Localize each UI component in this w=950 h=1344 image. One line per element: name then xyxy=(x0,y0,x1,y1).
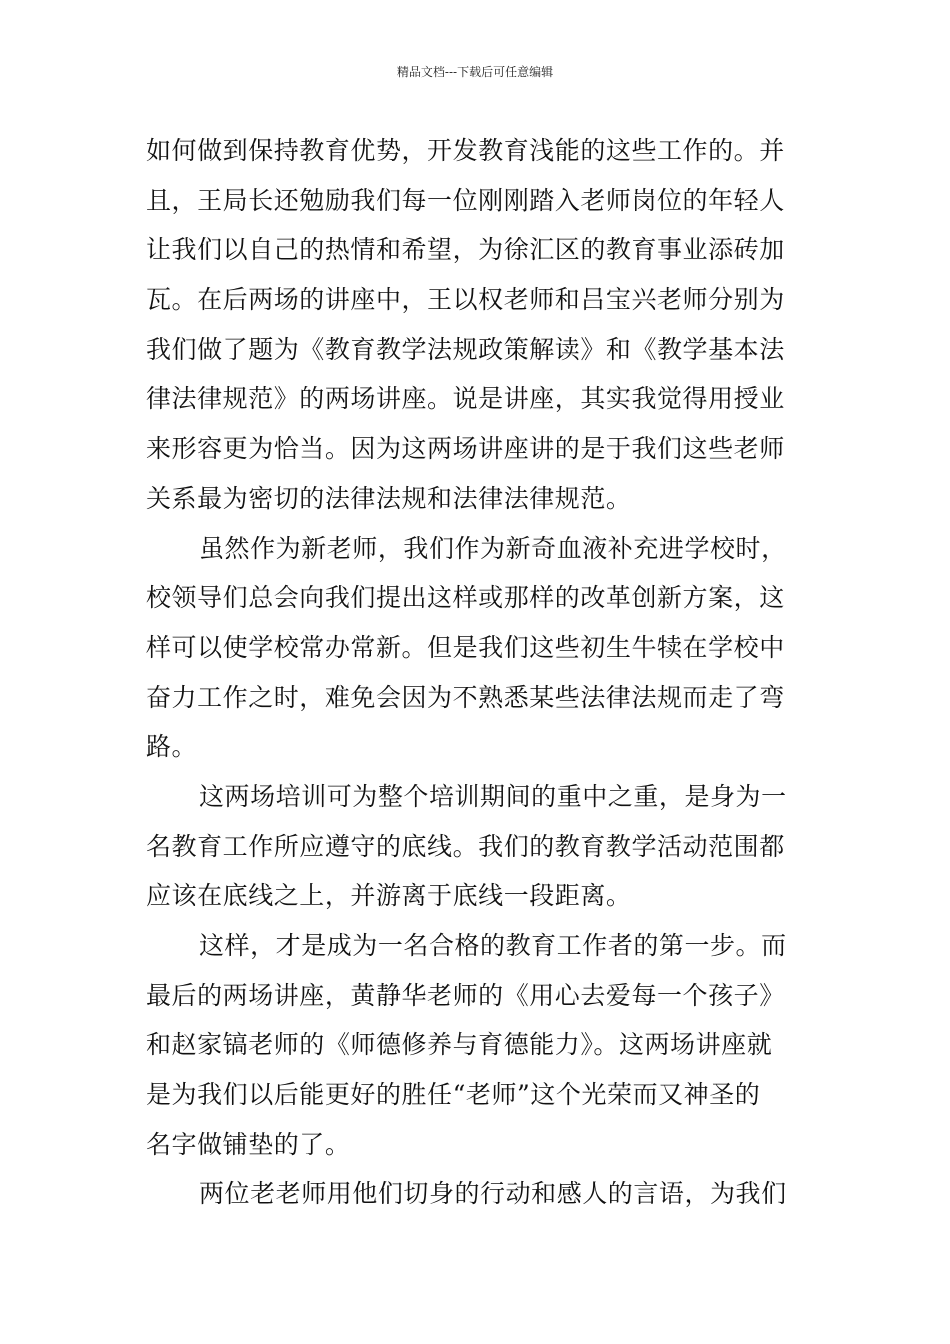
text-line: 且，王局长还勉励我们每一位刚刚踏入老师岗位的年轻人 xyxy=(146,185,785,215)
text-line: 路。 xyxy=(146,732,198,762)
text-line: 律法律规范》的两场讲座。说是讲座，其实我觉得用授业 xyxy=(146,384,785,414)
text-line: 来形容更为恰当。因为这两场讲座讲的是于我们这些老师 xyxy=(146,434,785,464)
text-line: 校领导们总会向我们提出这样或那样的改革创新方案，这 xyxy=(146,583,785,613)
text-line: 最后的两场讲座，黄静华老师的《用心去爱每一个孩子》 xyxy=(146,980,785,1010)
text-line: 让我们以自己的热情和希望，为徐汇区的教育事业添砖加 xyxy=(146,235,785,265)
text-line: 奋力工作之时，难免会因为不熟悉某些法律法规而走了弯 xyxy=(146,682,785,712)
text-line: 样可以使学校常办常新。但是我们这些初生牛犊在学校中 xyxy=(146,632,785,662)
text-line: 名教育工作所应遵守的底线。我们的教育教学活动范围都 xyxy=(146,831,785,861)
text-line: 关系最为密切的法律法规和法律法律规范。 xyxy=(146,483,632,513)
text-line: 是为我们以后能更好的胜任“老师”这个光荣而又神圣的 xyxy=(146,1080,761,1110)
text-line: 应该在底线之上，并游离于底线一段距离。 xyxy=(146,881,632,911)
document-body xyxy=(146,126,810,1219)
text-line: 我们做了题为《教育教学法规政策解读》和《教学基本法 xyxy=(146,334,785,364)
page-header: 精品文档---下载后可任意编辑 xyxy=(396,65,554,79)
paragraph-first-line: 两位老老师用他们切身的行动和感人的言语，为我们 xyxy=(199,1179,787,1209)
paragraph-first-line: 虽然作为新老师，我们作为新奇血液补充进学校时， xyxy=(199,533,787,563)
text-line: 如何做到保持教育优势，开发教育浅能的这些工作的。并 xyxy=(146,136,785,165)
text-line: 和赵家镐老师的《师德修养与育德能力》。这两场讲座就 xyxy=(146,1030,773,1060)
text-line: 瓦。在后两场的讲座中，王以权老师和吕宝兴老师分别为 xyxy=(146,285,785,315)
text-line: 名字做铺垫的了。 xyxy=(146,1129,351,1159)
paragraph-first-line: 这样，才是成为一名合格的教育工作者的第一步。而 xyxy=(199,931,787,960)
paragraph-first-line: 这两场培训可为整个培训期间的重中之重，是身为一 xyxy=(199,781,787,811)
